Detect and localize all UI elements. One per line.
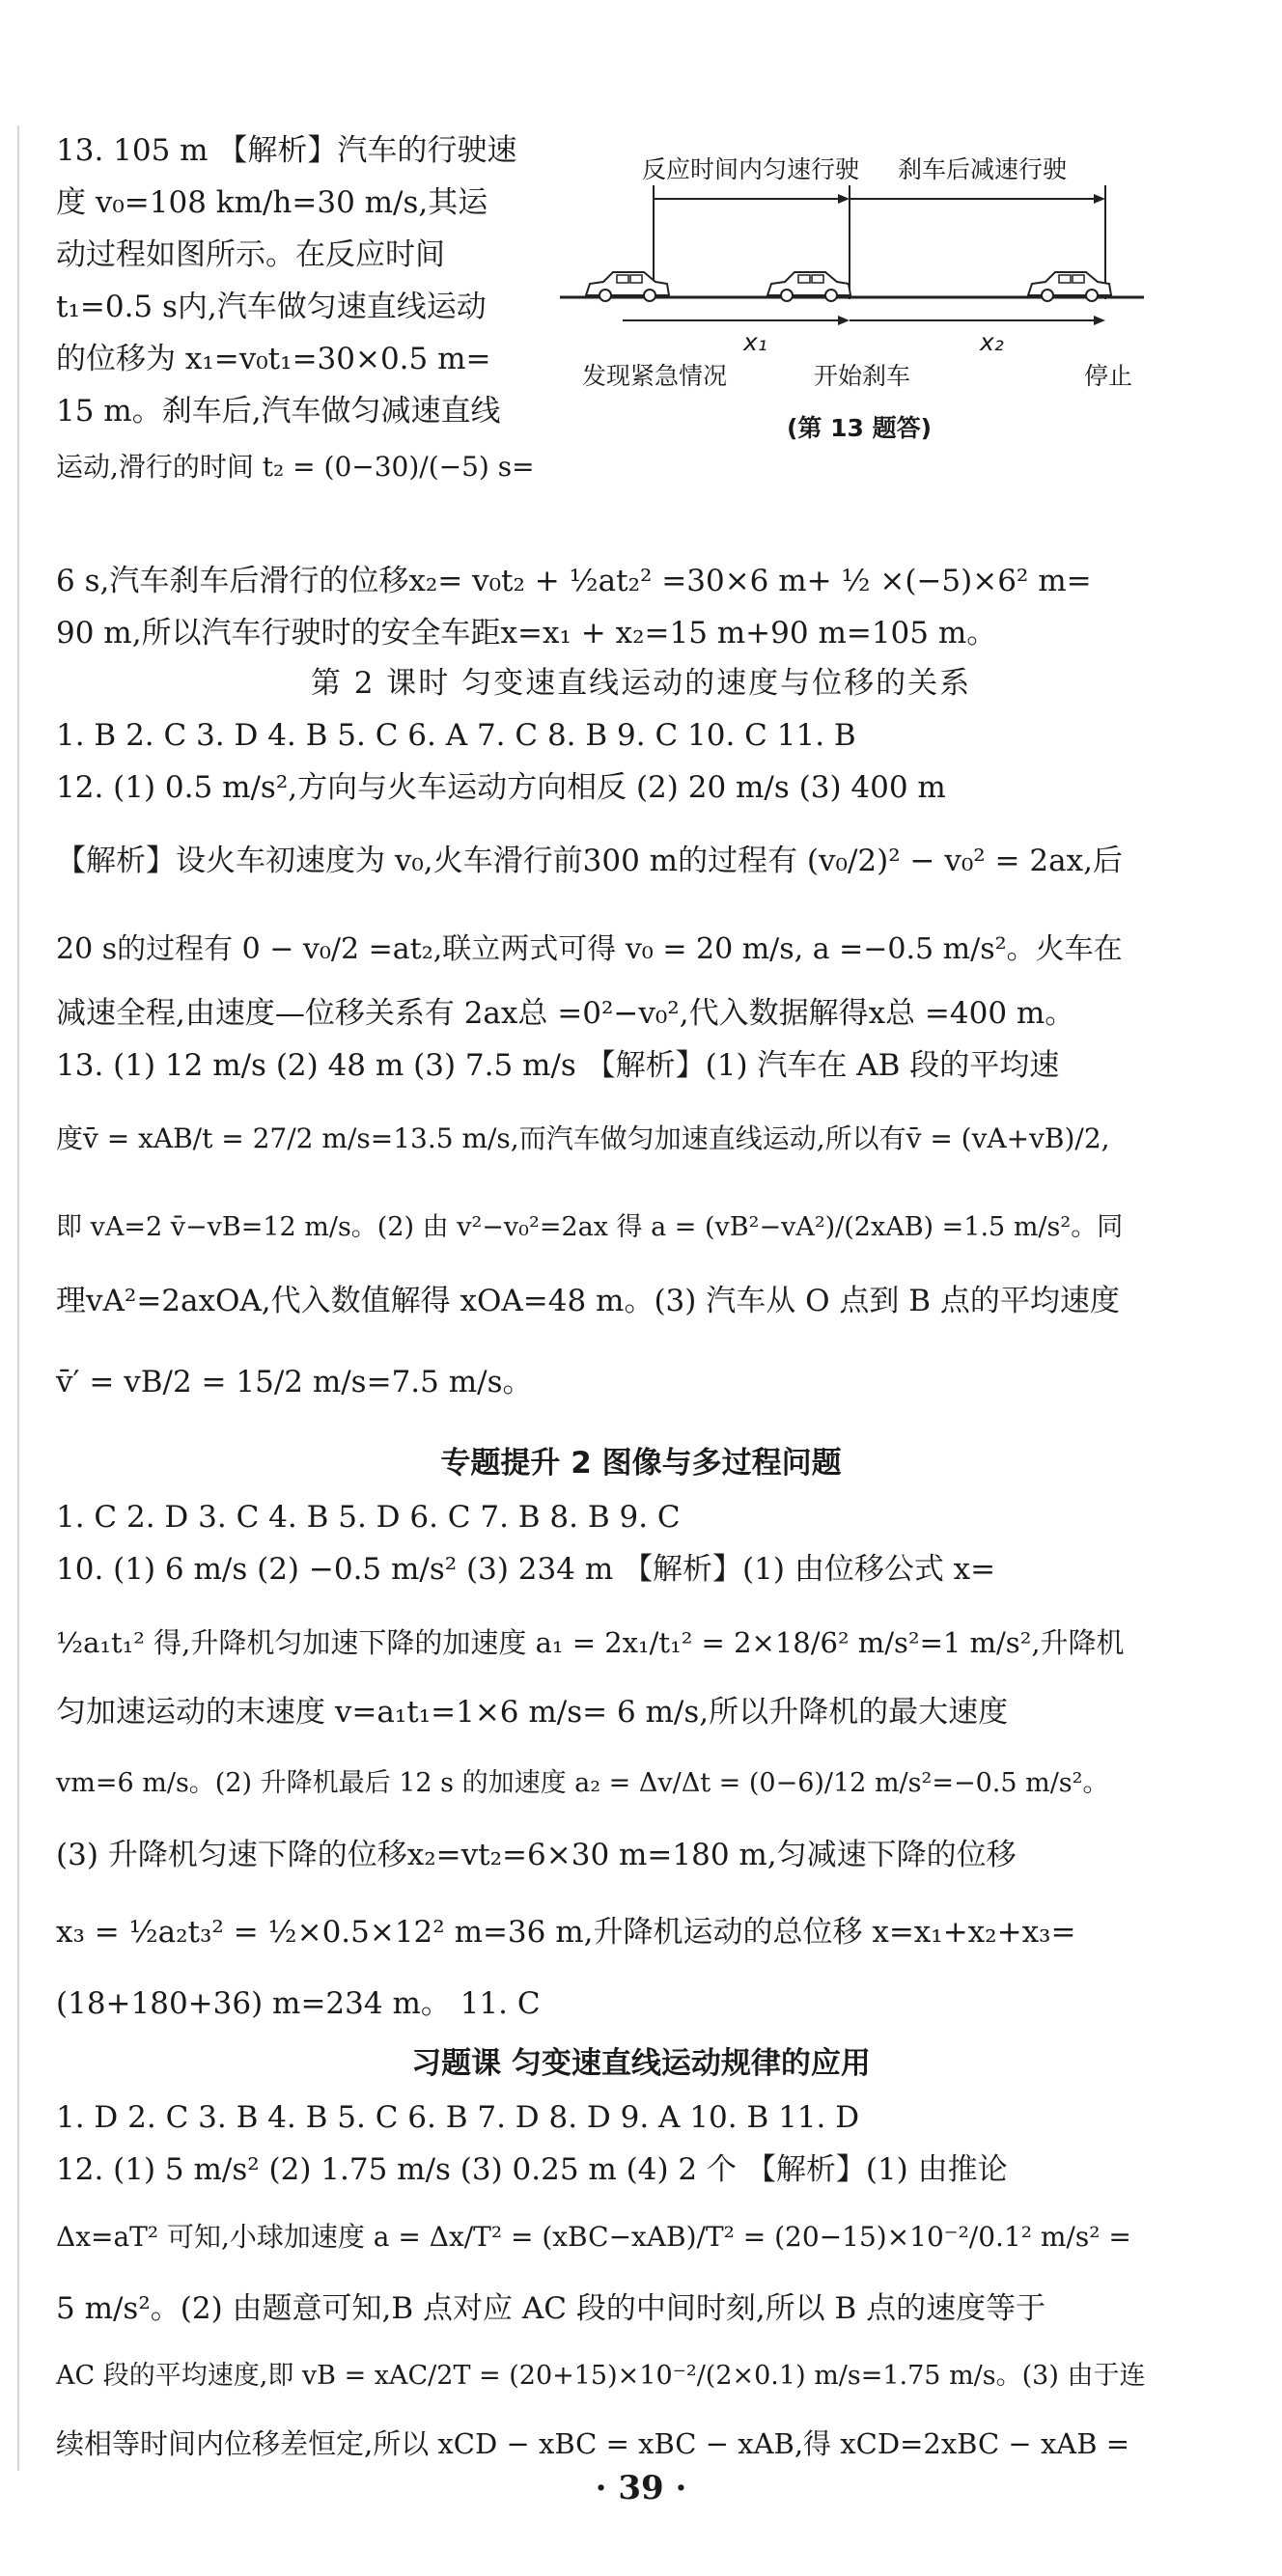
- text-line: 13. 105 m 【解析】汽车的行驶速: [56, 133, 517, 168]
- text-line: (18+180+36) m=234 m。 11. C: [56, 1986, 541, 2021]
- answer-line: 1. D 2. C 3. B 4. B 5. C 6. B 7. D 8. D 9. A 10. B 11. D: [56, 2100, 860, 2135]
- text-line: 续相等时间内位移差恒定,所以 xCD − xBC = xBC − xAB,得 xCD=2xBC − xAB =: [56, 2427, 1130, 2460]
- text-line: 10. (1) 6 m/s (2) −0.5 m/s² (3) 234 m 【解析】(1) 由位移公式 x=: [56, 1552, 996, 1587]
- text-line: vm=6 m/s。(2) 升降机最后 12 s 的加速度 a₂ = Δv/Δt = (0−6)/12 m/s²=−0.5 m/s²。: [56, 1768, 1109, 1798]
- section-heading: 第 2 课时 匀变速直线运动的速度与位移的关系: [310, 666, 972, 701]
- label-x1: x₁: [743, 328, 767, 356]
- text-line: 运动,滑行的时间 t₂ = (0−30)/(−5) s=: [56, 451, 535, 483]
- figure-caption: (第 13 题答): [787, 414, 933, 442]
- text-line: 5 m/s²。(2) 由题意可知,B 点对应 AC 段的中间时刻,所以 B 点的速度等于: [56, 2291, 1046, 2326]
- text-line: 理vA²=2axOA,代入数值解得 xOA=48 m。(3) 汽车从 O 点到 B 点的平均速度: [56, 1284, 1120, 1318]
- label-start-braking: 开始刹车: [814, 362, 911, 390]
- text-line: 【解析】设火车初速度为 v₀,火车滑行前300 m的过程有 (v₀/2)² − v₀² = 2ax,后: [56, 844, 1123, 878]
- label-emergency: 发现紧急情况: [582, 362, 728, 390]
- text-line: 90 m,所以汽车行驶时的安全车距x=x₁ + x₂=15 m+90 m=105 m。: [56, 616, 997, 651]
- label-reaction-phase: 反应时间内匀速行驶: [642, 155, 860, 183]
- text-line: 动过程如图所示。在反应时间: [56, 237, 445, 272]
- page-number: · 39 ·: [595, 2469, 687, 2507]
- label-braking-phase: 刹车后减速行驶: [898, 155, 1068, 183]
- label-x2: x₂: [980, 328, 1004, 356]
- text-line: ½a₁t₁² 得,升降机匀加速下降的加速度 a₁ = 2x₁/t₁² = 2×18/6² m/s²=1 m/s²,升降机: [56, 1626, 1125, 1659]
- section-heading: 专题提升 2 图像与多过程问题: [440, 1446, 842, 1481]
- text-line: 度v̄ = xAB/t = 27/2 m/s=13.5 m/s,而汽车做匀加速直线运动,所以有v̄ = (vA+vB)/2,: [56, 1122, 1110, 1154]
- text-line: (3) 升降机匀速下降的位移x₂=vt₂=6×30 m=180 m,匀减速下降的位移: [56, 1838, 1017, 1872]
- text-line: 13. (1) 12 m/s (2) 48 m (3) 7.5 m/s 【解析】(1) 汽车在 AB 段的平均速: [56, 1048, 1060, 1083]
- motion-diagram: [555, 135, 1154, 454]
- text-line: 12. (1) 5 m/s² (2) 1.75 m/s (3) 0.25 m (4) 2 个 【解析】(1) 由推论: [56, 2152, 1008, 2187]
- text-line: v̄′ = vB/2 = 15/2 m/s=7.5 m/s。: [56, 1365, 533, 1399]
- text-line: 减速全程,由速度—位移关系有 2ax总 =0²−v₀²,代入数据解得x总 =400 m。: [56, 996, 1075, 1031]
- section-heading: 习题课 匀变速直线运动规律的应用: [411, 2046, 871, 2081]
- text-line: Δx=aT² 可知,小球加速度 a = Δx/T² = (xBC−xAB)/T² = (20−15)×10⁻²/0.1² m/s² =: [56, 2221, 1131, 2253]
- text-line: 12. (1) 0.5 m/s²,方向与火车运动方向相反 (2) 20 m/s (3) 400 m: [56, 770, 946, 805]
- label-stop: 停止: [1084, 362, 1133, 390]
- margin-rule: [17, 125, 19, 2471]
- answer-line: 1. C 2. D 3. C 4. B 5. D 6. C 7. B 8. B 9. C: [56, 1500, 681, 1535]
- text-line: t₁=0.5 s内,汽车做匀速直线运动: [56, 290, 487, 324]
- text-line: 的位移为 x₁=v₀t₁=30×0.5 m=: [56, 342, 491, 376]
- text-line: 匀加速运动的末速度 v=a₁t₁=1×6 m/s= 6 m/s,所以升降机的最大速度: [56, 1695, 1009, 1730]
- text-line: 度 v₀=108 km/h=30 m/s,其运: [56, 185, 488, 220]
- text-line: 20 s的过程有 0 − v₀/2 =at₂,联立两式可得 v₀ = 20 m/s, a =−0.5 m/s²。火车在: [56, 932, 1123, 966]
- text-line: AC 段的平均速度,即 vB = xAC/2T = (20+15)×10⁻²/(2×0.1) m/s=1.75 m/s。(3) 由于连: [56, 2361, 1146, 2391]
- text-line: 15 m。刹车后,汽车做匀减速直线: [56, 394, 501, 429]
- text-line: 即 vA=2 v̄−vB=12 m/s。(2) 由 v²−v₀²=2ax 得 a = (vB²−vA²)/(2xAB) =1.5 m/s²。同: [56, 1212, 1124, 1242]
- answer-line: 1. B 2. C 3. D 4. B 5. C 6. A 7. C 8. B 9. C 10. C 11. B: [56, 718, 856, 753]
- text-line: 6 s,汽车刹车后滑行的位移x₂= v₀t₂ + ½at₂² =30×6 m+ ½ ×(−5)×6² m=: [56, 564, 1092, 598]
- text-line: x₃ = ½a₂t₃² = ½×0.5×12² m=36 m,升降机运动的总位移 x=x₁+x₂+x₃=: [56, 1915, 1076, 1950]
